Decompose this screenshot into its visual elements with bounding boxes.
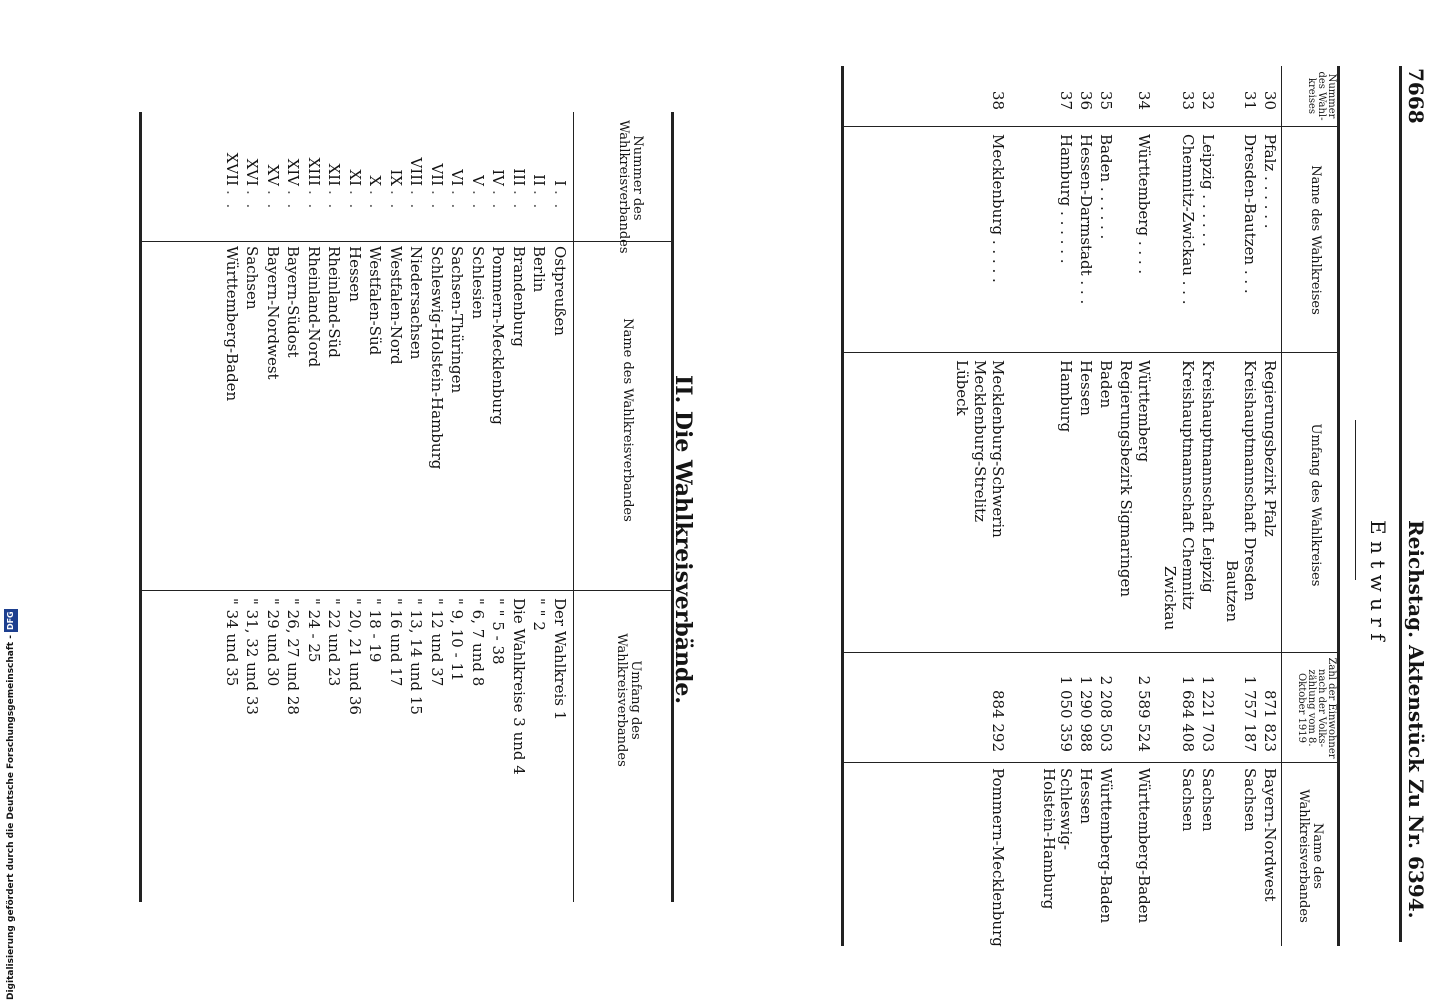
- row-number: 38: [989, 90, 1007, 110]
- association-extent: " 34 und 35: [223, 598, 241, 687]
- row-population: 1 757 187: [1241, 675, 1259, 752]
- leader-dots: . .: [428, 190, 446, 211]
- page-number: 7668: [1404, 68, 1428, 124]
- leader-dots: . .: [325, 190, 344, 211]
- row-number: 33: [1179, 90, 1197, 110]
- association-extent: " " 5 - 38: [489, 598, 508, 665]
- association-name: Pommern-Mecklenburg: [489, 246, 508, 425]
- credit-text: Digitalisierung gefördert durch die Deutsche Forschungsgemeinschaft -: [6, 635, 16, 1000]
- row-extent-line3: Lübeck: [953, 360, 971, 416]
- header-rule: [1399, 66, 1402, 942]
- association-number: X: [366, 175, 385, 186]
- leader-dots: . .: [469, 190, 487, 211]
- association-extent: " 29 und 30: [264, 598, 282, 687]
- association-number: I: [551, 180, 569, 186]
- association-number: XVII: [223, 152, 241, 186]
- row-name: Baden . . . . . .: [1097, 134, 1115, 240]
- association-name: Westfalen-Nord: [387, 246, 405, 365]
- leader-dots: . .: [223, 190, 241, 211]
- header-extent: Umfang des Wahlkreises: [1308, 423, 1323, 587]
- row-name: Pfalz . . . . . .: [1261, 134, 1279, 229]
- row-number: 37: [1057, 90, 1075, 110]
- association-number: XI: [346, 169, 364, 186]
- row-name: Mecklenburg . . . . .: [989, 134, 1007, 283]
- leader-dots: . .: [551, 190, 569, 211]
- row-association: Schleswig-Holstein-Hamburg: [1040, 768, 1075, 910]
- row-extent: Mecklenburg-Schwerin: [989, 360, 1007, 538]
- header-extent: Umfang des Wahlkreisverbandes: [614, 633, 643, 767]
- row-population: 871 823: [1261, 689, 1279, 752]
- association-extent: Der Wahlkreis 1: [551, 598, 569, 721]
- leader-dots: . .: [530, 190, 549, 211]
- association-number: XIII: [305, 157, 323, 186]
- leader-dots: . .: [264, 190, 282, 211]
- leader-dots: . .: [366, 190, 385, 211]
- association-extent: " 16 und 17: [387, 598, 405, 687]
- row-extent-line2: Bautzen: [1223, 560, 1241, 623]
- row-association: Sachsen: [1199, 768, 1217, 832]
- table-b-title: II. Die Wahlkreisverbände.: [670, 375, 696, 705]
- association-extent: " 12 und 37: [428, 598, 446, 687]
- association-extent: " 6, 7 und 8: [469, 598, 487, 687]
- leader-dots: . .: [243, 190, 262, 211]
- association-extent: " " 2: [530, 598, 549, 631]
- row-population: 2 208 503: [1097, 675, 1115, 752]
- association-number: II: [530, 174, 549, 186]
- header-population: Zahl der Einwohner nach der Volks-zählung vom 8. Oktober 1919: [1296, 657, 1337, 759]
- association-number: VII: [428, 163, 446, 186]
- association-name: Hessen: [346, 246, 364, 302]
- association-name: Westfalen-Süd: [366, 246, 385, 356]
- row-number: 30: [1261, 90, 1279, 110]
- association-number: V: [469, 175, 487, 186]
- association-name: Ostpreußen: [551, 246, 569, 336]
- row-extent: Hessen: [1077, 360, 1095, 416]
- association-name: Brandenburg: [510, 246, 528, 347]
- row-population: 1 221 703: [1199, 675, 1217, 752]
- row-population: 1 290 988: [1077, 675, 1095, 752]
- leader-dots: . .: [346, 190, 364, 211]
- association-name: Bayern-Südost: [284, 246, 303, 358]
- association-number: XVI: [243, 158, 262, 186]
- leader-dots: . .: [305, 190, 323, 211]
- row-extent: Kreishauptmannschaft Dresden: [1241, 360, 1259, 602]
- association-name: Bayern-Nordwest: [264, 246, 282, 380]
- row-extent: Kreishauptmannschaft Leipzig: [1199, 360, 1217, 593]
- header-association: Name des Wahlkreisverbandes: [1296, 789, 1325, 923]
- section-title: E n t w u r f: [1366, 520, 1390, 641]
- association-name: Rheinland-Nord: [305, 246, 323, 368]
- association-name: Sachsen-Thüringen: [448, 246, 467, 394]
- row-name: Chemnitz-Zwickau . . .: [1179, 134, 1197, 305]
- row-extent: Kreishauptmannschaft Chemnitz: [1179, 360, 1197, 610]
- leader-dots: . .: [407, 190, 426, 211]
- association-extent: " 13, 14 und 15: [407, 598, 426, 715]
- association-name: Rheinland-Süd: [325, 246, 344, 358]
- row-extent-line2: Zwickau: [1161, 566, 1179, 631]
- row-association: Sachsen: [1179, 768, 1197, 832]
- row-association: Sachsen: [1241, 768, 1259, 832]
- row-extent-line2: Regierungsbezirk Sigmaringen: [1117, 360, 1135, 598]
- section-title-underline: [1355, 420, 1356, 580]
- association-extent: " 24 - 25: [305, 598, 323, 663]
- row-number: 34: [1135, 90, 1153, 110]
- row-number: 32: [1199, 90, 1217, 110]
- association-number: VIII: [407, 157, 426, 186]
- row-number: 36: [1077, 90, 1095, 110]
- association-number: XV: [264, 164, 282, 186]
- digitization-credit: [4, 600, 18, 1000]
- row-name: Württemberg . . . .: [1135, 134, 1153, 275]
- running-title: Reichstag. Aktenstück Zu Nr. 6394.: [1404, 520, 1428, 919]
- row-name: Dresden-Bautzen . . .: [1241, 134, 1259, 294]
- row-population: 1 050 359: [1057, 675, 1075, 752]
- association-number: XIV: [284, 158, 303, 186]
- row-population: 1 684 408: [1179, 675, 1197, 752]
- leader-dots: . .: [448, 190, 467, 211]
- row-name: Leipzig . . . . . .: [1199, 134, 1217, 247]
- leader-dots: . .: [510, 190, 528, 211]
- row-name: Hamburg . . . . . .: [1057, 134, 1075, 264]
- association-extent: " 9, 10 - 11: [448, 598, 467, 682]
- association-number: IV: [489, 169, 508, 186]
- association-extent: " 22 und 23: [325, 598, 344, 687]
- association-extent: " 20, 21 und 36: [346, 598, 364, 715]
- row-number: 31: [1241, 90, 1259, 110]
- header-name: Name des Wahlkreisverbandes: [620, 318, 635, 522]
- row-number: 35: [1097, 90, 1115, 110]
- row-association: Württemberg-Baden: [1097, 768, 1115, 924]
- association-name: Württemberg-Baden: [223, 246, 241, 402]
- header-name: Name des Wahlkreises: [1308, 165, 1323, 315]
- association-name: Niedersachsen: [407, 246, 426, 360]
- row-association: Bayern-Nordwest: [1261, 768, 1279, 902]
- row-population: 2 589 524: [1135, 675, 1153, 752]
- row-association: Pommern-Mecklenburg: [989, 768, 1007, 947]
- row-association: Hessen: [1077, 768, 1095, 824]
- association-extent: Die Wahlkreise 3 und 4: [510, 598, 528, 775]
- row-extent: Regierungsbezirk Pfalz: [1261, 360, 1279, 537]
- row-extent-line2: Mecklenburg-Strelitz: [971, 360, 989, 523]
- leader-dots: . .: [284, 190, 303, 211]
- association-name: Schlesien: [469, 246, 487, 320]
- header-number: Nummer des Wahl-kreises: [1306, 71, 1337, 121]
- association-number: III: [510, 168, 528, 186]
- association-number: XII: [325, 163, 344, 186]
- row-population: 884 292: [989, 689, 1007, 752]
- row-extent: Baden: [1097, 360, 1115, 409]
- dfg-logo: DFG: [4, 609, 18, 632]
- association-number: IX: [387, 169, 405, 186]
- row-association: Württemberg-Baden: [1135, 768, 1153, 924]
- header-number: Nummer des Wahlkreisverbandes: [616, 120, 645, 254]
- association-number: VI: [448, 169, 467, 186]
- association-extent: " 26, 27 und 28: [284, 598, 303, 715]
- association-name: Berlin: [530, 246, 549, 293]
- leader-dots: . .: [387, 190, 405, 211]
- association-name: Schleswig-Holstein-Hamburg: [428, 246, 446, 470]
- association-name: Sachsen: [243, 246, 262, 310]
- row-name: Hessen-Darmstadt . . .: [1077, 134, 1095, 305]
- association-extent: " 31, 32 und 33: [243, 598, 262, 715]
- association-extent: " 18 - 19: [366, 598, 385, 663]
- leader-dots: . .: [489, 190, 508, 211]
- row-extent: Hamburg: [1057, 360, 1075, 433]
- row-extent: Württemberg: [1135, 360, 1153, 463]
